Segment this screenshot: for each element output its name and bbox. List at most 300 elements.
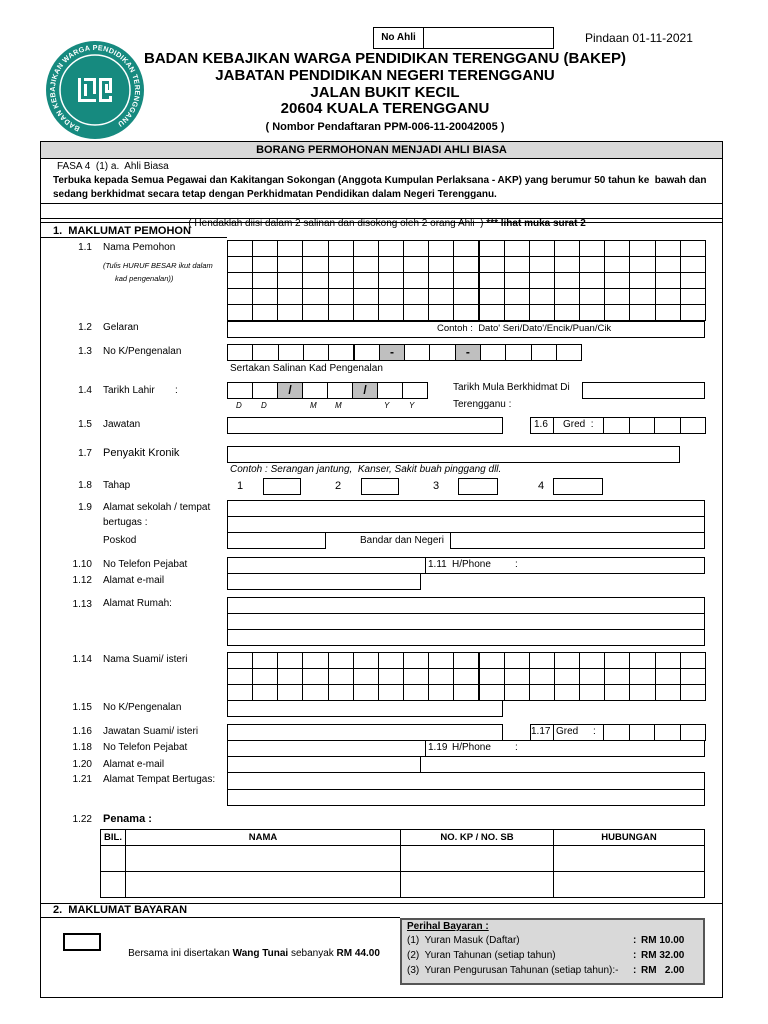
applicant-name-cell-r4-c9[interactable] (428, 288, 454, 305)
amendment-date: Pindaan 01-11-2021 (585, 31, 693, 45)
applicant-name-cell-r3-c10[interactable] (453, 272, 479, 289)
office-phone-input[interactable] (227, 557, 426, 574)
spouse-name-cell-r3-c3[interactable] (277, 684, 303, 701)
applicant-name-cell-r3-c5[interactable] (328, 272, 354, 289)
member-number-label: No Ahli (373, 27, 424, 49)
applicant-name-cell-r3-c6[interactable] (353, 272, 379, 289)
spouse-grade-colon: : (593, 726, 596, 737)
nominee-row-1-relationship[interactable] (553, 845, 705, 872)
applicant-name-cell-r2-c18[interactable] (655, 256, 681, 273)
applicant-name-cell-r4-c16[interactable] (604, 288, 630, 305)
applicant-name-cell-r3-c1[interactable] (227, 272, 253, 289)
applicant-name-cell-r4-c8[interactable] (403, 288, 429, 305)
spouse-name-cell-r3-c8[interactable] (403, 684, 429, 701)
spouse-name-cell-r2-c18[interactable] (655, 668, 681, 685)
grade-cell-r1-c1[interactable] (603, 417, 630, 434)
spouse-name-cell-r3-c11[interactable] (479, 684, 505, 701)
spouse-name-cell-r2-c5[interactable] (328, 668, 354, 685)
applicant-name-cell-r5-c12[interactable] (504, 304, 530, 321)
grade-cell-r1-c3[interactable] (654, 417, 681, 434)
spouse-ic-label: No K/Pengenalan (103, 702, 182, 713)
applicant-name-cell-r1-c1[interactable] (227, 240, 253, 257)
field-1-21-number: 1.21 (72, 774, 92, 785)
ic-number-cell-r1-c3[interactable] (278, 344, 304, 361)
grade-label: Gred : (563, 419, 594, 430)
applicant-name-cell-r5-c10[interactable] (453, 304, 479, 321)
field-1-22-number: 1.22 (72, 814, 92, 825)
level-4-label: 4 (538, 480, 545, 492)
spouse-name-cell-r1-c9[interactable] (428, 652, 454, 669)
level-4-input[interactable] (553, 478, 603, 495)
ic-number-cell-r1-c12[interactable] (505, 344, 531, 361)
spouse-name-cell-r2-c14[interactable] (554, 668, 580, 685)
field-1-1-number: 1.1 (78, 242, 92, 253)
ic-number-cell-r1-c5[interactable] (328, 344, 354, 361)
spouse-name-cell-r1-c1[interactable] (227, 652, 253, 669)
position-input[interactable] (227, 417, 503, 434)
ic-number-cell-r1-c10: - (455, 344, 481, 361)
spouse-name-cell-r1-c10[interactable] (453, 652, 479, 669)
intro-line-2: sedang berkhidmat secara tetap dengan Perkhidmatan Pendidikan dalam Negeri Terengganu. (53, 189, 497, 200)
applicant-name-cell-r1-c13[interactable] (529, 240, 555, 257)
applicant-name-cell-r1-c18[interactable] (655, 240, 681, 257)
applicant-name-cell-r4-c19[interactable] (680, 288, 706, 305)
applicant-name-cell-r1-c15[interactable] (579, 240, 605, 257)
section-2-heading: 2. MAKLUMAT BAYARAN (53, 904, 188, 916)
applicant-name-cell-r2-c8[interactable] (403, 256, 429, 273)
applicant-name-cell-r2-c2[interactable] (252, 256, 278, 273)
spouse-name-cell-r3-c15[interactable] (579, 684, 605, 701)
applicant-name-cell-r4-c7[interactable] (378, 288, 404, 305)
spouse-email-label: Alamat e-mail (103, 759, 165, 770)
spouse-name-cell-r3-c12[interactable] (504, 684, 530, 701)
applicant-name-cell-r1-c3[interactable] (277, 240, 303, 257)
applicant-name-cell-r4-c14[interactable] (554, 288, 580, 305)
mobile-phone-label: H/Phone (452, 559, 491, 570)
field-1-11-number: 1.11 (428, 559, 447, 570)
applicant-name-cell-r1-c2[interactable] (252, 240, 278, 257)
spouse-name-cell-r3-c9[interactable] (428, 684, 454, 701)
applicant-name-cell-r3-c9[interactable] (428, 272, 454, 289)
applicant-name-cell-r4-c11[interactable] (479, 288, 505, 305)
spouse-name-cell-r1-c18[interactable] (655, 652, 681, 669)
field-1-12-number: 1.12 (72, 575, 92, 586)
email-input[interactable] (227, 573, 421, 590)
fee-1-colon: : (633, 935, 637, 946)
spouse-name-cell-r1-c19[interactable] (680, 652, 706, 669)
applicant-name-cell-r5-c17[interactable] (629, 304, 655, 321)
school-address-line-1[interactable] (227, 500, 705, 517)
spouse-email-input[interactable] (227, 756, 421, 773)
applicant-name-cell-r5-c7[interactable] (378, 304, 404, 321)
ic-number-cell-r1-c2[interactable] (252, 344, 278, 361)
applicant-name-cell-r3-c19[interactable] (680, 272, 706, 289)
applicant-name-cell-r3-c11[interactable] (479, 272, 505, 289)
member-number-input[interactable] (423, 27, 554, 49)
applicant-name-cell-r5-c5[interactable] (328, 304, 354, 321)
spouse-name-cell-r3-c17[interactable] (629, 684, 655, 701)
applicant-name-cell-r4-c1[interactable] (227, 288, 253, 305)
field-1-15-number: 1.15 (72, 702, 92, 713)
office-phone-label: No Telefon Pejabat (103, 559, 188, 570)
applicant-name-cell-r5-c19[interactable] (680, 304, 706, 321)
spouse-name-cell-r2-c11[interactable] (479, 668, 505, 685)
applicant-name-cell-r3-c15[interactable] (579, 272, 605, 289)
ic-number-cell-r1-c8[interactable] (404, 344, 430, 361)
ic-number-cell-r1-c1[interactable] (227, 344, 253, 361)
applicant-name-cell-r5-c9[interactable] (428, 304, 454, 321)
fasa-label: FASA 4 (1) a. Ahli Biasa (57, 161, 169, 172)
applicant-name-cell-r1-c10[interactable] (453, 240, 479, 257)
applicant-name-cell-r1-c9[interactable] (428, 240, 454, 257)
fee-3-colon: : (633, 965, 637, 976)
spouse-name-cell-r1-c12[interactable] (504, 652, 530, 669)
applicant-name-hint-1: (Tulis HURUF BESAR ikut dalam (103, 261, 213, 270)
spouse-name-cell-r1-c7[interactable] (378, 652, 404, 669)
nominee-row-2-name[interactable] (125, 871, 401, 898)
copies-note-page-ref: *** lihat muka surat 2 (486, 218, 586, 229)
field-1-17-number: 1.17 (531, 726, 551, 737)
applicant-name-cell-r2-c19[interactable] (680, 256, 706, 273)
chronic-illness-label: Penyakit Kronik (103, 447, 180, 459)
applicant-name-cell-r4-c12[interactable] (504, 288, 530, 305)
spouse-name-cell-r1-c6[interactable] (353, 652, 379, 669)
applicant-name-cell-r1-c4[interactable] (302, 240, 328, 257)
spouse-name-cell-r3-c13[interactable] (529, 684, 555, 701)
cash-checkbox[interactable] (63, 933, 101, 951)
ic-number-cell-r1-c14[interactable] (556, 344, 582, 361)
spouse-name-cell-r3-c10[interactable] (453, 684, 479, 701)
field-1-6-number: 1.6 (534, 419, 548, 430)
spouse-position-input[interactable] (227, 724, 503, 741)
ic-number-cell-r1-c7: - (379, 344, 405, 361)
spouse-name-cell-r2-c12[interactable] (504, 668, 530, 685)
nominee-row-1-bil[interactable] (100, 845, 126, 872)
birth-date-cell-r1-c7[interactable] (377, 382, 403, 399)
intro-line-1: Terbuka kepada Semua Pegawai dan Kakitangan Sokongan (Anggota Kumpulan Perlaksana - AKP) yang berumur 50 tahun ke bawah dan (53, 175, 707, 186)
applicant-name-cell-r4-c3[interactable] (277, 288, 303, 305)
fee-1-amount: RM 10.00 (641, 935, 685, 946)
applicant-name-cell-r3-c4[interactable] (302, 272, 328, 289)
applicant-name-cell-r1-c16[interactable] (604, 240, 630, 257)
applicant-name-cell-r2-c10[interactable] (453, 256, 479, 273)
spouse-name-cell-r2-c13[interactable] (529, 668, 555, 685)
applicant-name-cell-r2-c13[interactable] (529, 256, 555, 273)
applicant-name-cell-r1-c11[interactable] (479, 240, 505, 257)
nominee-row-2-ic[interactable] (400, 871, 554, 898)
applicant-name-cell-r1-c17[interactable] (629, 240, 655, 257)
applicant-name-cell-r2-c3[interactable] (277, 256, 303, 273)
level-2-label: 2 (335, 480, 342, 492)
fee-2-amount: RM 32.00 (641, 950, 685, 961)
applicant-name-cell-r3-c3[interactable] (277, 272, 303, 289)
fee-3-label: (3) Yuran Pengurusan Tahunan (setiap tahun):- (407, 965, 619, 976)
home-address-line-2[interactable] (227, 613, 705, 630)
header-street: JALAN BUKIT KECIL (310, 84, 460, 101)
applicant-name-cell-r3-c2[interactable] (252, 272, 278, 289)
fee-1-label: (1) Yuran Masuk (Daftar) (407, 935, 520, 946)
spouse-name-cell-r2-c15[interactable] (579, 668, 605, 685)
spouse-name-cell-r1-c14[interactable] (554, 652, 580, 669)
spouse-name-cell-r2-c2[interactable] (252, 668, 278, 685)
applicant-name-cell-r1-c6[interactable] (353, 240, 379, 257)
spouse-name-cell-r2-c4[interactable] (302, 668, 328, 685)
applicant-name-cell-r5-c1[interactable] (227, 304, 253, 321)
service-start-label-2: Terengganu : (453, 399, 512, 410)
spouse-name-cell-r1-c11[interactable] (479, 652, 505, 669)
applicant-name-cell-r3-c8[interactable] (403, 272, 429, 289)
applicant-name-cell-r4-c2[interactable] (252, 288, 278, 305)
applicant-name-cell-r2-c12[interactable] (504, 256, 530, 273)
applicant-name-cell-r3-c13[interactable] (529, 272, 555, 289)
spouse-name-cell-r1-c16[interactable] (604, 652, 630, 669)
field-1-13-number: 1.13 (72, 599, 92, 610)
applicant-name-cell-r4-c18[interactable] (655, 288, 681, 305)
applicant-name-cell-r2-c11[interactable] (479, 256, 505, 273)
spouse-name-cell-r2-c10[interactable] (453, 668, 479, 685)
spouse-name-cell-r1-c2[interactable] (252, 652, 278, 669)
birth-date-cell-r1-c4[interactable] (302, 382, 328, 399)
fee-3-amount: RM 2.00 (641, 965, 685, 976)
field-1-7-number: 1.7 (78, 448, 92, 459)
applicant-name-cell-r2-c6[interactable] (353, 256, 379, 273)
applicant-name-label: Nama Pemohon (103, 242, 176, 253)
date-format-day-2: D (261, 401, 267, 410)
field-1-16-number: 1.16 (72, 726, 92, 737)
spouse-name-cell-r3-c7[interactable] (378, 684, 404, 701)
spouse-mobile-phone-colon: : (515, 742, 518, 753)
date-format-month-2: M (335, 401, 342, 410)
grade-cell-r1-c4[interactable] (680, 417, 707, 434)
ic-number-cell-r1-c11[interactable] (480, 344, 506, 361)
birth-date-cell-r1-c2[interactable] (252, 382, 278, 399)
spouse-grade-label: Gred (556, 726, 579, 737)
applicant-name-cell-r5-c15[interactable] (579, 304, 605, 321)
spouse-name-cell-r1-c8[interactable] (403, 652, 429, 669)
spouse-name-label: Nama Suami/ isteri (103, 654, 188, 665)
spouse-name-cell-r1-c5[interactable] (328, 652, 354, 669)
divider (40, 203, 723, 204)
grade-cell-r1-c2[interactable] (629, 417, 656, 434)
level-3-input[interactable] (458, 478, 498, 495)
spouse-grade-cell-r1-c3[interactable] (654, 724, 681, 741)
level-1-input[interactable] (263, 478, 301, 495)
nominee-row-2-bil[interactable] (100, 871, 126, 898)
spouse-name-cell-r2-c8[interactable] (403, 668, 429, 685)
mobile-phone-colon: : (515, 559, 518, 570)
nominee-row-2-relationship[interactable] (553, 871, 705, 898)
applicant-name-cell-r5-c11[interactable] (479, 304, 505, 321)
spouse-workplace-line-2[interactable] (227, 789, 705, 806)
fee-2-label: (2) Yuran Tahunan (setiap tahun) (407, 950, 556, 961)
spouse-name-cell-r3-c14[interactable] (554, 684, 580, 701)
nominee-label: Penama : (103, 813, 152, 825)
applicant-name-cell-r3-c12[interactable] (504, 272, 530, 289)
chronic-illness-example: Contoh : Serangan jantung, Kanser, Sakit buah pinggang dll. (230, 464, 502, 475)
applicant-name-cell-r1-c8[interactable] (403, 240, 429, 257)
school-address-line-2[interactable] (227, 516, 705, 533)
applicant-name-hint-2: kad pengenalan)) (115, 274, 174, 283)
date-format-year-1: Y (384, 401, 390, 410)
nominee-col-name: NAMA (125, 829, 401, 846)
spouse-name-cell-r3-c18[interactable] (655, 684, 681, 701)
spouse-workplace-line-1[interactable] (227, 772, 705, 790)
form-title: BORANG PERMOHONAN MENJADI AHLI BIASA (256, 144, 507, 156)
applicant-name-cell-r2-c4[interactable] (302, 256, 328, 273)
level-1-label: 1 (237, 480, 244, 492)
home-address-line-1[interactable] (227, 597, 705, 614)
applicant-name-cell-r1-c14[interactable] (554, 240, 580, 257)
spouse-name-cell-r3-c6[interactable] (353, 684, 379, 701)
ic-number-cell-r1-c4[interactable] (303, 344, 329, 361)
field-1-19-number: 1.19 (428, 742, 448, 753)
field-1-14-number: 1.14 (72, 654, 92, 665)
field-1-10-number: 1.10 (72, 559, 92, 570)
applicant-name-cell-r2-c1[interactable] (227, 256, 253, 273)
spouse-name-cell-r2-c16[interactable] (604, 668, 630, 685)
spouse-name-cell-r3-c1[interactable] (227, 684, 253, 701)
applicant-name-cell-r2-c16[interactable] (604, 256, 630, 273)
spouse-office-phone-label: No Telefon Pejabat (103, 742, 188, 753)
applicant-name-cell-r2-c9[interactable] (428, 256, 454, 273)
spouse-position-label: Jawatan Suami/ isteri (103, 726, 199, 737)
nominee-row-1-ic[interactable] (400, 845, 554, 872)
spouse-name-cell-r3-c4[interactable] (302, 684, 328, 701)
applicant-name-cell-r4-c17[interactable] (629, 288, 655, 305)
applicant-name-cell-r4-c13[interactable] (529, 288, 555, 305)
applicant-name-cell-r5-c16[interactable] (604, 304, 630, 321)
applicant-name-cell-r1-c7[interactable] (378, 240, 404, 257)
spouse-name-cell-r3-c5[interactable] (328, 684, 354, 701)
applicant-name-cell-r3-c7[interactable] (378, 272, 404, 289)
applicant-name-cell-r1-c19[interactable] (680, 240, 706, 257)
spouse-name-cell-r1-c17[interactable] (629, 652, 655, 669)
spouse-name-cell-r1-c3[interactable] (277, 652, 303, 669)
applicant-name-cell-r4-c10[interactable] (453, 288, 479, 305)
field-1-4-number: 1.4 (78, 385, 92, 396)
payment-statement-mid: sebanyak (288, 948, 337, 959)
spouse-name-cell-r2-c3[interactable] (277, 668, 303, 685)
header-organisation: BADAN KEBAJIKAN WARGA PENDIDIKAN TERENGGANU (BAKEP) (144, 50, 626, 67)
applicant-name-cell-r1-c5[interactable] (328, 240, 354, 257)
applicant-name-cell-r4-c15[interactable] (579, 288, 605, 305)
spouse-name-cell-r2-c1[interactable] (227, 668, 253, 685)
spouse-name-cell-r1-c15[interactable] (579, 652, 605, 669)
applicant-name-cell-r4-c5[interactable] (328, 288, 354, 305)
service-start-input[interactable] (582, 382, 705, 399)
home-address-line-3[interactable] (227, 629, 705, 646)
applicant-name-cell-r5-c14[interactable] (554, 304, 580, 321)
nominee-row-1-name[interactable] (125, 845, 401, 872)
spouse-name-cell-r2-c6[interactable] (353, 668, 379, 685)
applicant-name-cell-r3-c16[interactable] (604, 272, 630, 289)
payment-statement (117, 936, 380, 972)
spouse-grade-cell-r1-c4[interactable] (680, 724, 707, 741)
applicant-name-cell-r5-c18[interactable] (655, 304, 681, 321)
spouse-ic-input[interactable] (227, 700, 503, 717)
spouse-name-cell-r3-c16[interactable] (604, 684, 630, 701)
spouse-mobile-phone-label: H/Phone (452, 742, 491, 753)
field-1-18-number: 1.18 (72, 742, 92, 753)
divider (40, 222, 723, 223)
spouse-grade-cell-r1-c1[interactable] (603, 724, 630, 741)
applicant-name-cell-r5-c3[interactable] (277, 304, 303, 321)
city-state-input[interactable] (450, 532, 705, 549)
payment-total: RM 44.00 (336, 948, 380, 959)
applicant-name-cell-r2-c7[interactable] (378, 256, 404, 273)
applicant-name-cell-r1-c12[interactable] (504, 240, 530, 257)
ic-number-cell-r1-c9[interactable] (429, 344, 455, 361)
applicant-name-cell-r5-c6[interactable] (353, 304, 379, 321)
ic-number-cell-r1-c13[interactable] (531, 344, 557, 361)
level-label: Tahap (103, 480, 131, 491)
applicant-name-cell-r5-c4[interactable] (302, 304, 328, 321)
email-label: Alamat e-mail (103, 575, 165, 586)
applicant-name-cell-r2-c5[interactable] (328, 256, 354, 273)
birth-date-cell-r1-c5[interactable] (327, 382, 353, 399)
spouse-name-cell-r1-c4[interactable] (302, 652, 328, 669)
spouse-name-cell-r2-c9[interactable] (428, 668, 454, 685)
chronic-illness-input[interactable] (227, 446, 680, 463)
spouse-name-cell-r3-c19[interactable] (680, 684, 706, 701)
birth-date-cell-r1-c3: / (277, 382, 303, 399)
birth-date-cell-r1-c1[interactable] (227, 382, 253, 399)
date-format-year-2: Y (409, 401, 415, 410)
applicant-name-cell-r3-c14[interactable] (554, 272, 580, 289)
applicant-name-cell-r2-c15[interactable] (579, 256, 605, 273)
divider (40, 917, 400, 918)
field-1-2-number: 1.2 (78, 322, 92, 333)
birth-date-cell-r1-c6: / (352, 382, 378, 399)
field-1-3-number: 1.3 (78, 346, 92, 357)
nominee-col-bil: BIL. (100, 829, 126, 846)
spouse-office-phone-input[interactable] (227, 740, 426, 757)
applicant-name-cell-r3-c17[interactable] (629, 272, 655, 289)
registration-number: ( Nombor Pendaftaran PPM-006-11-20042005 ) (265, 121, 505, 133)
applicant-name-cell-r5-c13[interactable] (529, 304, 555, 321)
spouse-name-cell-r2-c17[interactable] (629, 668, 655, 685)
ic-number-label: No K/Pengenalan (103, 346, 182, 357)
spouse-name-cell-r2-c19[interactable] (680, 668, 706, 685)
ic-number-cell-r1-c6[interactable] (354, 344, 380, 361)
applicant-name-cell-r4-c4[interactable] (302, 288, 328, 305)
title-example: Contoh : Dato' Seri/Dato'/Encik/Puan/Cik (437, 323, 612, 334)
applicant-name-cell-r2-c17[interactable] (629, 256, 655, 273)
applicant-name-cell-r2-c14[interactable] (554, 256, 580, 273)
spouse-name-cell-r1-c13[interactable] (529, 652, 555, 669)
ic-copy-note: Sertakan Salinan Kad Pengenalan (230, 363, 383, 374)
spouse-name-cell-r2-c7[interactable] (378, 668, 404, 685)
divider (40, 237, 227, 238)
position-label: Jawatan (103, 419, 141, 430)
postcode-label: Poskod (103, 535, 137, 546)
title-label: Gelaran (103, 322, 139, 333)
postcode-input[interactable] (227, 532, 326, 549)
applicant-name-cell-r3-c18[interactable] (655, 272, 681, 289)
logo-ring-text: BADAN KEBAJIKAN WARGA PENDIDIKAN TERENGGANU (47, 42, 143, 134)
spouse-grade-cell-r1-c2[interactable] (629, 724, 656, 741)
field-1-20-number: 1.20 (72, 759, 92, 770)
spouse-name-cell-r3-c2[interactable] (252, 684, 278, 701)
payment-statement-pre: Bersama ini disertakan (128, 948, 233, 959)
applicant-name-cell-r4-c6[interactable] (353, 288, 379, 305)
applicant-name-cell-r5-c2[interactable] (252, 304, 278, 321)
birth-date-cell-r1-c8[interactable] (402, 382, 428, 399)
level-2-input[interactable] (361, 478, 399, 495)
header-department: JABATAN PENDIDIKAN NEGERI TERENGGANU (215, 67, 555, 84)
section-1-heading: 1. MAKLUMAT PEMOHON (53, 225, 191, 237)
applicant-name-cell-r5-c8[interactable] (403, 304, 429, 321)
